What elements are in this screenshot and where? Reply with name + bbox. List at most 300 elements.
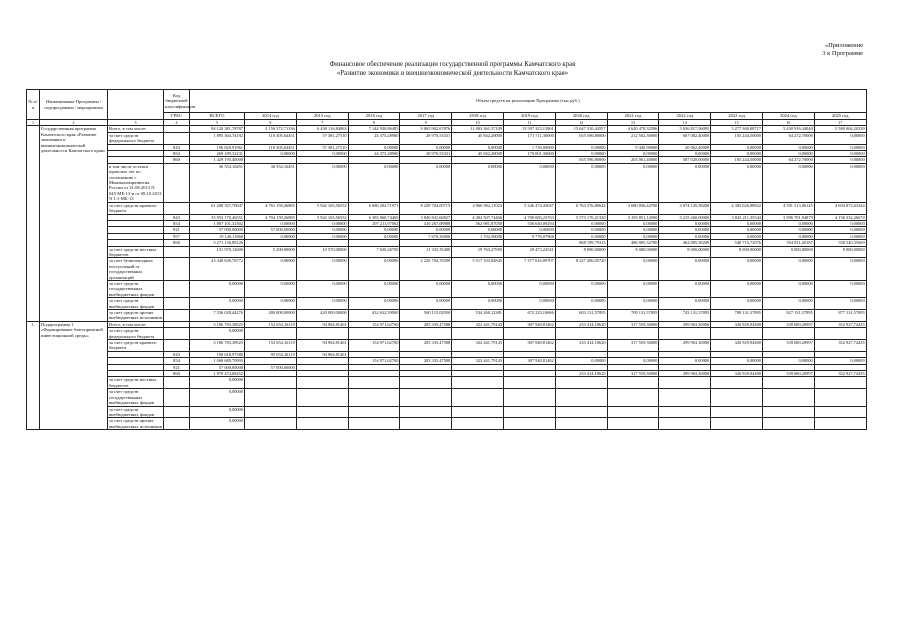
year-value: 0,00000 bbox=[245, 298, 297, 310]
year-value: 297 211,97062 bbox=[348, 220, 400, 226]
year-value: 8 000,00000 bbox=[711, 246, 763, 258]
year-value: 0,00000 bbox=[503, 163, 555, 202]
funding-source: за счет средств внебюджетных фондов bbox=[108, 406, 164, 418]
column-index: 12 bbox=[555, 120, 607, 126]
year-value bbox=[452, 406, 504, 418]
year-value: 326 929,94400 bbox=[711, 371, 763, 377]
year-value: 0,00000 bbox=[348, 298, 400, 310]
year-value bbox=[814, 406, 866, 418]
column-index: 9 bbox=[400, 120, 452, 126]
year-value: 307 940,81462 bbox=[503, 321, 555, 327]
year-value bbox=[607, 328, 659, 340]
grbs-code bbox=[164, 246, 190, 258]
year-value: 3 680 836,44700 bbox=[607, 202, 659, 214]
year-value bbox=[503, 377, 555, 389]
grbs-code bbox=[164, 406, 190, 418]
year-value: 110 305,64451 bbox=[245, 132, 297, 144]
grbs-code bbox=[164, 298, 190, 310]
total-value: 0,00000 bbox=[190, 418, 245, 430]
year-value: 5 573 176,21330 bbox=[555, 214, 607, 220]
year-value: 152 654,16119 bbox=[245, 340, 297, 352]
year-header: 2021 год bbox=[607, 113, 659, 120]
year-value: 0,00000 bbox=[400, 280, 452, 297]
year-value: 0,00000 bbox=[607, 163, 659, 202]
year-value: 587 020,00000 bbox=[659, 157, 711, 163]
year-value: 317 559,30000 bbox=[607, 321, 659, 327]
total-value: 0,00000 bbox=[190, 298, 245, 310]
total-value: 0,00000 bbox=[190, 406, 245, 418]
year-value: 0,00000 bbox=[400, 298, 452, 310]
col-num-header: № п/п bbox=[27, 90, 40, 120]
year-value: 4 761 159,26885 bbox=[245, 202, 297, 214]
year-value bbox=[659, 406, 711, 418]
year-value: 8 258 704,09715 bbox=[400, 202, 452, 214]
year-value: 326 929,94400 bbox=[711, 321, 763, 327]
year-header: 2019 год bbox=[503, 113, 555, 120]
year-value: 0,00000 bbox=[814, 298, 866, 310]
year-value: 45 842,20000 bbox=[452, 151, 504, 157]
grbs-code bbox=[164, 258, 190, 281]
year-value: 0,00000 bbox=[814, 358, 866, 364]
year-value: 3 156 372,71336 bbox=[245, 126, 297, 132]
funding-source: за счет средств краевого бюджета bbox=[108, 202, 164, 214]
year-value: 0,00000 bbox=[245, 280, 297, 297]
year-value: 19 763,27959 bbox=[452, 246, 504, 258]
year-value: 105 244,50000 bbox=[711, 157, 763, 163]
funding-source: за счет средств местных бюджетов bbox=[108, 377, 164, 389]
year-value: 171 711,30000 bbox=[503, 132, 555, 144]
year-value: 203 061,40000 bbox=[607, 157, 659, 163]
year-value: 0,00000 bbox=[814, 151, 866, 157]
total-value: 0,00000 bbox=[190, 389, 245, 406]
year-value: 0,00000 bbox=[452, 163, 504, 202]
year-value bbox=[348, 418, 400, 430]
year-value: 3 843 211,35544 bbox=[711, 214, 763, 220]
year-value: 0,00000 bbox=[607, 298, 659, 310]
total-value: 23 348 630,76772 bbox=[190, 258, 245, 281]
year-value: 1 702,50000 bbox=[452, 233, 504, 239]
year-value: 0,00000 bbox=[607, 151, 659, 157]
year-value: 5 200,00000 bbox=[245, 246, 297, 258]
year-value: 15 647 310,44557 bbox=[555, 126, 607, 132]
year-value: 45 842,20000 bbox=[452, 132, 504, 144]
year-value: 95 654,16119 bbox=[245, 351, 297, 357]
year-value: 8 000,00000 bbox=[659, 246, 711, 258]
funding-source: за счет средств государственных внебюджетных фондов bbox=[108, 389, 164, 406]
year-value: 170 001,30000 bbox=[503, 151, 555, 157]
total-value: 57 000,00000 bbox=[190, 227, 245, 233]
year-value: 28 970,53331 bbox=[400, 132, 452, 144]
year-value: 7 377 616,09707 bbox=[503, 258, 555, 281]
grbs-code bbox=[164, 389, 190, 406]
year-value: 0,00000 bbox=[814, 227, 866, 233]
year-value bbox=[400, 328, 452, 340]
year-value: 0,00000 bbox=[296, 258, 348, 281]
total-value: 1 807 101,32302 bbox=[190, 220, 245, 226]
grbs-code bbox=[164, 418, 190, 430]
year-value: 0,00000 bbox=[296, 298, 348, 310]
grbs-code: 843 bbox=[164, 351, 190, 357]
year-value bbox=[452, 377, 504, 389]
year-value bbox=[555, 389, 607, 406]
funding-source: за счет средств внебюджетных фондов bbox=[108, 298, 164, 310]
year-value: 57 381,27510 bbox=[296, 144, 348, 150]
document-title bbox=[0, 60, 905, 78]
year-value bbox=[711, 406, 763, 418]
column-index: 7 bbox=[296, 120, 348, 126]
year-value bbox=[400, 389, 452, 406]
year-value: 6 763 376,80642 bbox=[555, 202, 607, 214]
column-index: 2 bbox=[40, 120, 108, 126]
year-value bbox=[400, 377, 452, 389]
total-value: 19 140,11868 bbox=[190, 233, 245, 239]
year-value bbox=[296, 389, 348, 406]
year-value: 0,00000 bbox=[245, 258, 297, 281]
year-value bbox=[348, 328, 400, 340]
year-value: 0,00000 bbox=[400, 227, 452, 233]
year-value: 540 715,72976 bbox=[711, 240, 763, 246]
year-value: 0,00000 bbox=[452, 280, 504, 297]
column-index: 1 bbox=[27, 120, 40, 126]
row-number: 1. bbox=[27, 321, 40, 429]
funding-source: Всего, в том числе: bbox=[108, 321, 164, 327]
year-value: 233 414,18620 bbox=[555, 340, 607, 352]
column-index: 5 bbox=[190, 120, 245, 126]
total-value: 0,00000 bbox=[190, 328, 245, 340]
year-value bbox=[348, 377, 400, 389]
table-row bbox=[27, 202, 867, 214]
total-value: 3 186 783,38925 bbox=[190, 321, 245, 327]
year-value: 6 383 060,74469 bbox=[348, 214, 400, 220]
year-value: 307 940,81462 bbox=[503, 358, 555, 364]
year-value: 5 036 817,56095 bbox=[659, 126, 711, 132]
year-value: 299 963,30000 bbox=[659, 371, 711, 377]
year-value: 0,00000 bbox=[607, 233, 659, 239]
year-value: 326 929,94400 bbox=[711, 340, 763, 352]
year-value: 29 473,22541 bbox=[503, 246, 555, 258]
col-source-header bbox=[108, 90, 164, 120]
year-value: 0,00000 bbox=[659, 151, 711, 157]
grbs-code: 854 bbox=[164, 151, 190, 157]
year-value: 233 414,18620 bbox=[555, 321, 607, 327]
year-value: 0,00000 bbox=[814, 258, 866, 281]
funding-source: за счет средств краевого бюджета bbox=[108, 340, 164, 352]
year-value: 7 670,33000 bbox=[400, 233, 452, 239]
year-value: 4 704 159,26885 bbox=[245, 214, 297, 220]
year-value: 0,00000 bbox=[711, 280, 763, 297]
total-value: 57 000,00000 bbox=[190, 364, 245, 370]
year-value bbox=[452, 389, 504, 406]
year-value: 5 942 165,56552 bbox=[296, 202, 348, 214]
year-value: 339 680,20997 bbox=[762, 371, 814, 377]
year-value bbox=[452, 418, 504, 430]
year-value bbox=[762, 328, 814, 340]
year-value: 5 517 103,84845 bbox=[452, 258, 504, 281]
column-index: 17 bbox=[814, 120, 866, 126]
year-value bbox=[245, 328, 297, 340]
total-value: 94 120 381,78787 bbox=[190, 126, 245, 132]
year-value: 0,00000 bbox=[607, 358, 659, 364]
year-value: 8 000,00000 bbox=[814, 246, 866, 258]
year-header: 2023 год bbox=[711, 113, 763, 120]
appendix-line1: «Приложение bbox=[824, 42, 863, 49]
year-value: 154 971,62700 bbox=[348, 358, 400, 364]
year-value: 24 375,28900 bbox=[348, 132, 400, 144]
year-value: 0,00000 bbox=[711, 220, 763, 226]
year-value: 0,00000 bbox=[659, 163, 711, 202]
table-row bbox=[27, 377, 867, 389]
year-value bbox=[607, 377, 659, 389]
year-value: 0,00000 bbox=[555, 280, 607, 297]
year-value: 352 927,74435 bbox=[814, 371, 866, 377]
year-value bbox=[762, 406, 814, 418]
year-value: 0,00000 bbox=[659, 227, 711, 233]
column-index: 10 bbox=[452, 120, 504, 126]
grbs-code: 860 bbox=[164, 371, 190, 377]
total-value: 7 536 028,44276 bbox=[190, 310, 245, 322]
year-value bbox=[711, 377, 763, 389]
grbs-code: 854 bbox=[164, 220, 190, 226]
year-value: 8 000,00000 bbox=[607, 246, 659, 258]
year-header: 2017 год bbox=[400, 113, 452, 120]
year-value: 0,00000 bbox=[555, 151, 607, 157]
year-value: 6 680 292,71971 bbox=[348, 202, 400, 214]
year-value: 4 694 872,63344 bbox=[814, 202, 866, 214]
year-value: 0,00000 bbox=[659, 220, 711, 226]
year-value: 709 131,57895 bbox=[607, 310, 659, 322]
year-value: 536 640,09294 bbox=[503, 220, 555, 226]
funding-source: за счет средств прочих внебюджетных источников bbox=[109, 418, 163, 429]
year-value: 0,00000 bbox=[503, 280, 555, 297]
year-value: 0,00000 bbox=[245, 151, 297, 157]
year-value: 432 632,59000 bbox=[348, 310, 400, 322]
year-value: 5 942 165,56552 bbox=[296, 214, 348, 220]
year-value: 1 730,00000 bbox=[503, 144, 555, 150]
year-value: 0,00000 bbox=[711, 298, 763, 310]
year-value bbox=[245, 377, 297, 389]
year-value: 36 554,16451 bbox=[245, 163, 297, 202]
total-value: 131 970,12600 bbox=[190, 246, 245, 258]
column-index: 15 bbox=[711, 120, 763, 126]
appendix-line2: 3 к Программе bbox=[822, 50, 863, 57]
year-value bbox=[452, 328, 504, 340]
year-value: 0,00000 bbox=[762, 358, 814, 364]
year-value: 299 963,30000 bbox=[659, 321, 711, 327]
year-value: 94 964,81461 bbox=[296, 340, 348, 352]
year-value bbox=[555, 418, 607, 430]
year-value: 0,00000 bbox=[711, 233, 763, 239]
year-value: 280 008,00000 bbox=[245, 310, 297, 322]
year-value: 0,00000 bbox=[711, 227, 763, 233]
table-row bbox=[27, 280, 867, 297]
year-value: 0,00000 bbox=[607, 280, 659, 297]
year-value: 3 193 851,12000 bbox=[607, 214, 659, 220]
year-value: 8 227 206,05720 bbox=[555, 258, 607, 281]
grbs-code bbox=[164, 328, 190, 340]
year-header: 2015 год bbox=[296, 113, 348, 120]
column-index: 13 bbox=[607, 120, 659, 126]
table-row bbox=[27, 406, 867, 418]
total-value: 0,00000 bbox=[190, 377, 245, 389]
year-value bbox=[400, 406, 452, 418]
year-value bbox=[814, 328, 866, 340]
year-value bbox=[245, 418, 297, 430]
grbs-code bbox=[164, 310, 190, 322]
year-value: 0,00000 bbox=[296, 233, 348, 239]
year-value: 94 964,81461 bbox=[296, 351, 348, 357]
grbs-code: 921 bbox=[164, 364, 190, 370]
year-value: 4 966 902,11024 bbox=[452, 202, 504, 214]
total-value: 0,00000 bbox=[190, 280, 245, 297]
year-value: 154 971,62700 bbox=[348, 321, 400, 327]
year-value: 317 559,30000 bbox=[607, 340, 659, 352]
grbs-code: 860 bbox=[164, 157, 190, 163]
funding-source: Всего, в том числе: bbox=[108, 126, 164, 132]
year-value: 0,00000 bbox=[296, 151, 348, 157]
table-row bbox=[27, 246, 867, 258]
year-value: 0,00000 bbox=[296, 220, 348, 226]
year-value bbox=[245, 389, 297, 406]
year-value: 0,00000 bbox=[348, 233, 400, 239]
total-value: 1 895 304,74192 bbox=[190, 132, 245, 144]
year-value: 5 430 916,34040 bbox=[762, 126, 814, 132]
year-value: 0,00000 bbox=[659, 358, 711, 364]
year-value: 562 981,87058 bbox=[452, 220, 504, 226]
year-value bbox=[762, 389, 814, 406]
column-index: 14 bbox=[659, 120, 711, 126]
year-value: 3 674 145,58200 bbox=[659, 202, 711, 214]
year-value: 0,00000 bbox=[452, 298, 504, 310]
year-value: 4 383 026,98822 bbox=[711, 202, 763, 214]
year-value: 64 272,70000 bbox=[762, 132, 814, 144]
year-value: 0,00000 bbox=[711, 151, 763, 157]
year-value: 0,00000 bbox=[762, 233, 814, 239]
year-value bbox=[555, 377, 607, 389]
year-value bbox=[503, 328, 555, 340]
program-name: Государственная программа Камчатского края «Развитие экономики и внешнеэкономической деятельности Камчатского края» bbox=[40, 126, 108, 321]
year-value: 4 700 083,23763 bbox=[503, 214, 555, 220]
grbs-code bbox=[164, 132, 190, 144]
year-value: 0,00000 bbox=[814, 157, 866, 163]
year-value: 0,00000 bbox=[555, 144, 607, 150]
program-name: Подпрограмма 1 «Формирование благоприятной инвестиционной среды» bbox=[40, 321, 108, 429]
year-value: 3 996 701,94879 bbox=[762, 214, 814, 220]
year-value: 5 346 474,43047 bbox=[503, 202, 555, 214]
year-value bbox=[762, 418, 814, 430]
year-value: 0,00000 bbox=[711, 144, 763, 150]
year-value: 0,00000 bbox=[348, 227, 400, 233]
year-value: 0,00000 bbox=[762, 227, 814, 233]
year-value: 9 440,90000 bbox=[607, 144, 659, 150]
col-grbs-header: ГРБС bbox=[164, 113, 190, 120]
year-value: 233 414,18620 bbox=[555, 371, 607, 377]
year-value: 339 680,20997 bbox=[762, 321, 814, 327]
year-value bbox=[659, 418, 711, 430]
year-value bbox=[503, 406, 555, 418]
year-value: 322 441,79143 bbox=[452, 321, 504, 327]
year-value: 7 144 930,86483 bbox=[348, 126, 400, 132]
year-value: 0,00000 bbox=[711, 358, 763, 364]
year-value: 339 680,20997 bbox=[762, 340, 814, 352]
col-volume-header: Объем средств на реализацию Программы (тыс.руб.) bbox=[190, 90, 867, 113]
year-value: 7 630,26700 bbox=[348, 246, 400, 258]
year-header: 2025 год bbox=[814, 113, 866, 120]
funding-source: за счет средств федерального бюджета bbox=[108, 328, 164, 340]
table-row bbox=[27, 258, 867, 281]
year-value: 554 811,20187 bbox=[762, 240, 814, 246]
column-index: 6 bbox=[245, 120, 297, 126]
year-value: 10 570,00000 bbox=[296, 246, 348, 258]
year-value: 0,00000 bbox=[452, 227, 504, 233]
funding-source: за счет средств местных бюджетов bbox=[108, 246, 164, 258]
year-value bbox=[245, 406, 297, 418]
column-index: 3 bbox=[108, 120, 164, 126]
year-value: 607 082,40000 bbox=[659, 132, 711, 144]
financing-table bbox=[26, 89, 867, 430]
total-value: 190 618,97580 bbox=[190, 351, 245, 357]
year-value bbox=[659, 377, 711, 389]
column-index: 16 bbox=[762, 120, 814, 126]
table-row bbox=[27, 418, 867, 430]
year-value bbox=[296, 328, 348, 340]
table-row bbox=[27, 298, 867, 310]
title-line2: «Развитие экономики и внешнеэкономической деятельности Камчатского края» bbox=[336, 70, 569, 77]
column-index: 11 bbox=[503, 120, 555, 126]
year-value bbox=[503, 418, 555, 430]
year-value bbox=[348, 406, 400, 418]
year-value: 0,00000 bbox=[555, 163, 607, 202]
year-value bbox=[555, 406, 607, 418]
total-value: 3 271 136,80126 bbox=[190, 240, 245, 246]
year-value: 0,00000 bbox=[348, 258, 400, 281]
year-value: 0,00000 bbox=[245, 220, 297, 226]
grbs-code: 854 bbox=[164, 358, 190, 364]
year-value bbox=[607, 418, 659, 430]
year-value: 322 441,79143 bbox=[452, 358, 504, 364]
table-row bbox=[27, 389, 867, 406]
total-value: 3 186 783,38925 bbox=[190, 340, 245, 352]
year-value: 57 000,00000 bbox=[245, 227, 297, 233]
year-value: 603 131,57895 bbox=[555, 310, 607, 322]
year-value: 538 540,35669 bbox=[814, 240, 866, 246]
year-value bbox=[555, 328, 607, 340]
year-value: 672 223,10666 bbox=[503, 310, 555, 322]
table-row bbox=[27, 328, 867, 340]
year-value: 0,00000 bbox=[607, 227, 659, 233]
col-code-header: Код бюджетной классификации bbox=[164, 90, 190, 113]
year-value: 560 115,02950 bbox=[400, 310, 452, 322]
year-value: 0,00000 bbox=[659, 258, 711, 281]
year-value: 0,00000 bbox=[555, 358, 607, 364]
year-value: 0,00000 bbox=[814, 220, 866, 226]
funding-source: за счет средств федерального бюджета bbox=[108, 132, 164, 144]
year-value bbox=[711, 389, 763, 406]
year-value: 212 502,30000 bbox=[607, 132, 659, 144]
year-value: 6 430 116,84063 bbox=[296, 126, 348, 132]
year-value: 0,00000 bbox=[762, 220, 814, 226]
grbs-code: 843 bbox=[164, 214, 190, 220]
year-value: 3 215 260,00000 bbox=[659, 214, 711, 220]
year-value: 11 083 361,57109 bbox=[452, 126, 504, 132]
grbs-code: 843 bbox=[164, 144, 190, 150]
total-value: 269 189,32231 bbox=[190, 151, 245, 157]
year-value bbox=[607, 406, 659, 418]
total-value: 1 068 689,70993 bbox=[190, 358, 245, 364]
year-value: 0,00000 bbox=[711, 258, 763, 281]
year-value bbox=[503, 389, 555, 406]
year-value: 420 000,00000 bbox=[296, 310, 348, 322]
year-header: 2014 год bbox=[245, 113, 297, 120]
